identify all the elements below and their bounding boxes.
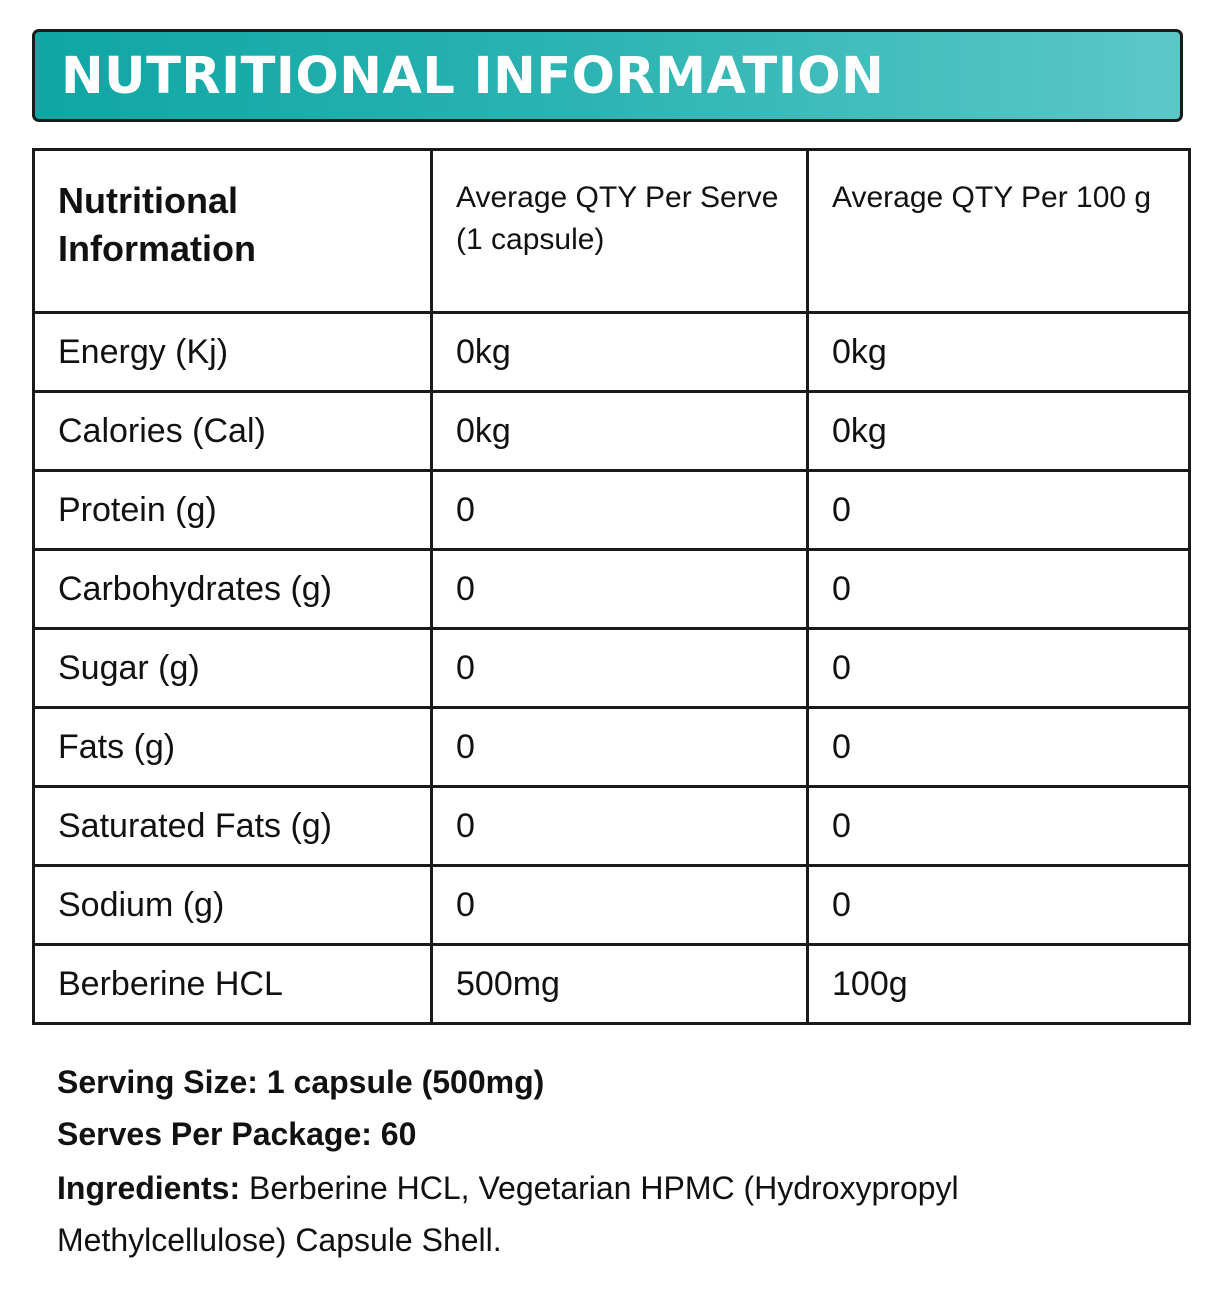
row-per-100g: 0 (808, 629, 1190, 708)
row-label: Calories (Cal) (34, 392, 432, 471)
nutrition-table (32, 148, 1191, 1025)
row-per-serve: 0 (432, 708, 808, 787)
table-row (34, 629, 1190, 708)
ingredients-text: Berberine HCL, Vegetarian HPMC (Hydroxypropyl Methylcellulose) Capsule Shell. (57, 1170, 959, 1258)
row-label: Berberine HCL (34, 945, 432, 1024)
serving-size: Serving Size: 1 capsule (500mg) (57, 1064, 545, 1100)
table-row (34, 313, 1190, 392)
row-label: Saturated Fats (g) (34, 787, 432, 866)
row-per-100g: 0 (808, 866, 1190, 945)
table-row (34, 392, 1190, 471)
row-label: Protein (g) (34, 471, 432, 550)
page-title: NUTRITIONAL INFORMATION (61, 47, 885, 106)
row-label: Carbohydrates (g) (34, 550, 432, 629)
serves-per-package: Serves Per Package: 60 (57, 1116, 417, 1152)
row-per-serve: 0kg (432, 313, 808, 392)
row-per-serve: 500mg (432, 945, 808, 1024)
table-row (34, 708, 1190, 787)
row-per-100g: 0kg (808, 392, 1190, 471)
row-label: Sugar (g) (34, 629, 432, 708)
row-per-100g: 0 (808, 787, 1190, 866)
row-per-serve: 0 (432, 787, 808, 866)
row-label: Fats (g) (34, 708, 432, 787)
row-per-100g: 0 (808, 550, 1190, 629)
row-per-serve: 0 (432, 866, 808, 945)
ingredients-label: Ingredients: (57, 1170, 241, 1206)
row-label: Energy (Kj) (34, 313, 432, 392)
table-row (34, 550, 1190, 629)
row-label: Sodium (g) (34, 866, 432, 945)
row-per-100g: 0kg (808, 313, 1190, 392)
table-row (34, 945, 1190, 1024)
table-row (34, 787, 1190, 866)
row-per-serve: 0 (432, 629, 808, 708)
header-nutritional-information: Nutritional Information (34, 150, 432, 313)
row-per-serve: 0 (432, 550, 808, 629)
table-header-row (34, 150, 1190, 313)
table-row (34, 866, 1190, 945)
row-per-serve: 0kg (432, 392, 808, 471)
header-per-100g: Average QTY Per 100 g (808, 150, 1190, 313)
row-per-100g: 0 (808, 708, 1190, 787)
product-notes (57, 1056, 1187, 1266)
title-banner (32, 29, 1183, 122)
row-per-100g: 0 (808, 471, 1190, 550)
ingredients (57, 1162, 1187, 1266)
row-per-100g: 100g (808, 945, 1190, 1024)
header-per-serve: Average QTY Per Serve (1 capsule) (432, 150, 808, 313)
row-per-serve: 0 (432, 471, 808, 550)
table-row (34, 471, 1190, 550)
